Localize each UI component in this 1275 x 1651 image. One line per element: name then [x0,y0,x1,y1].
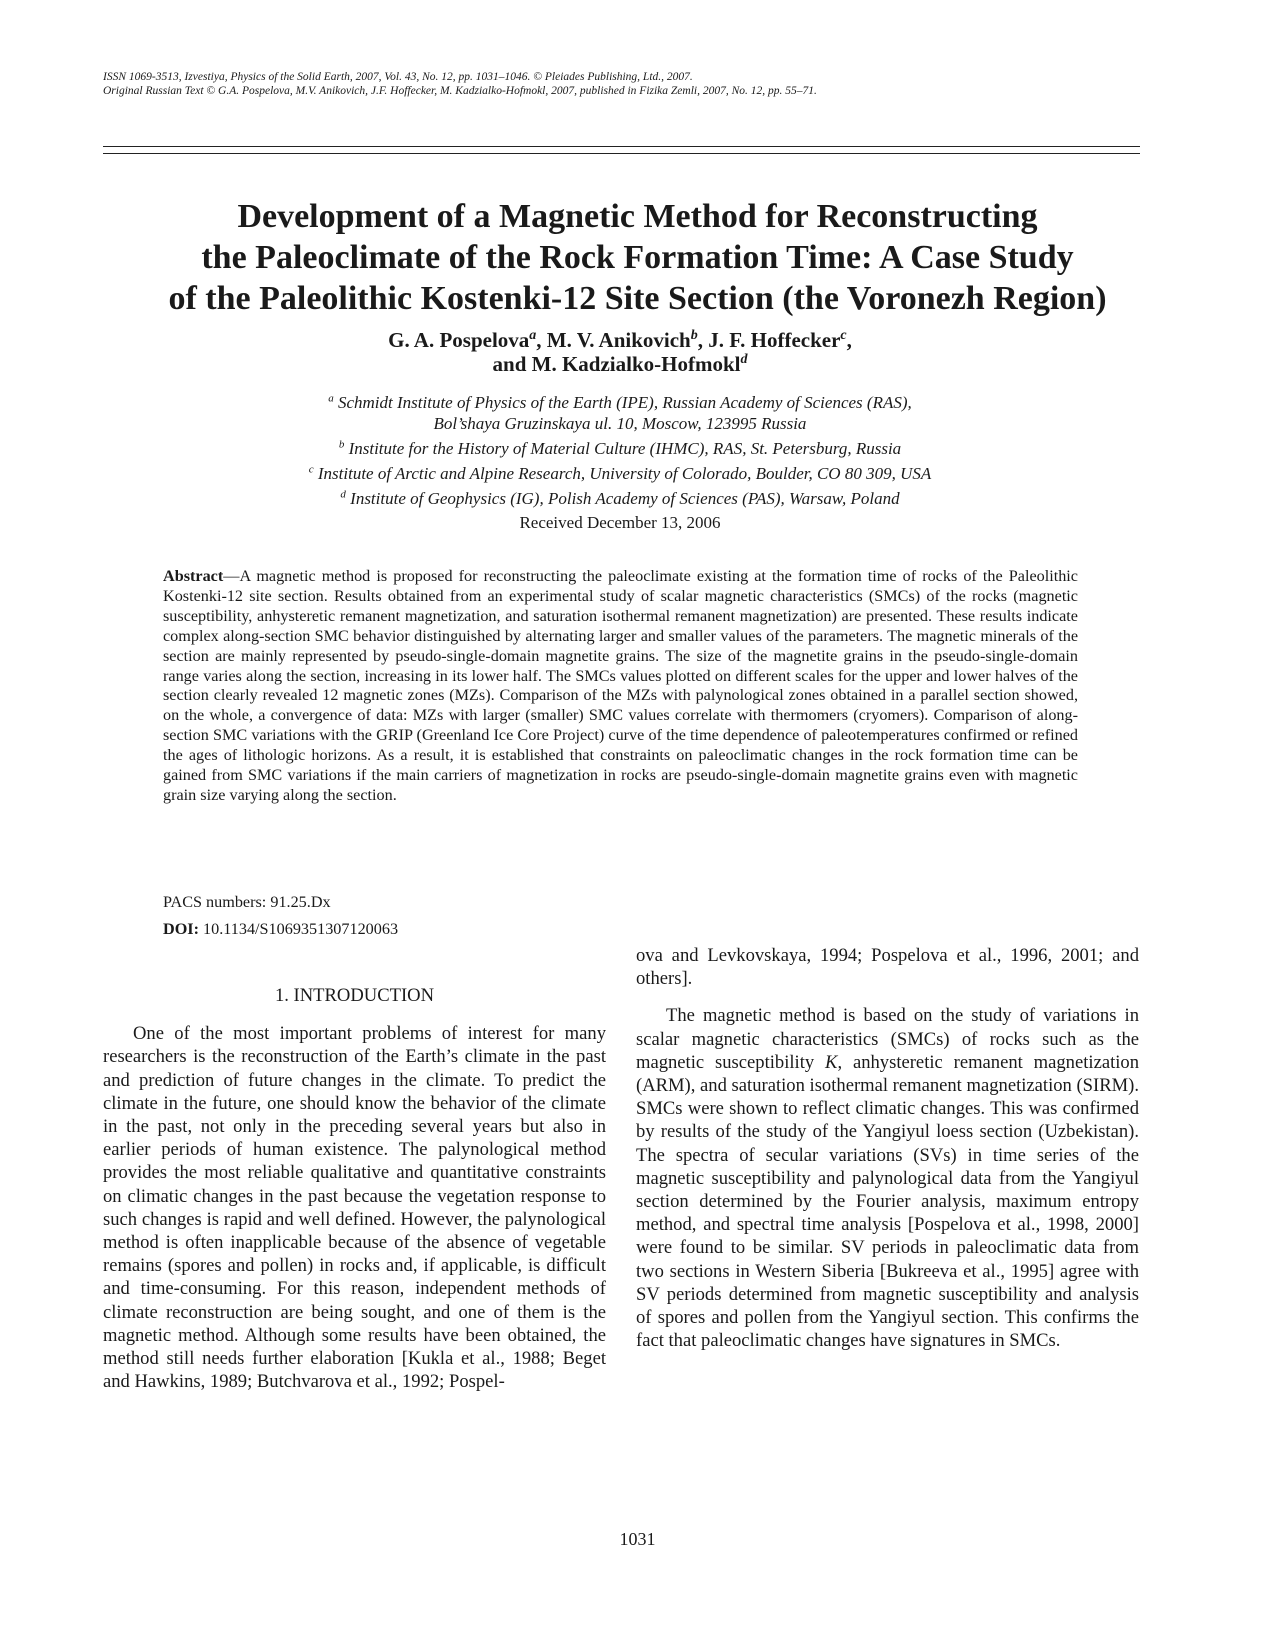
affiliation-sup-d: d [340,488,346,501]
affiliation-sup-c: c [308,463,314,476]
affiliation-c-text: Institute of Arctic and Alpine Research, University of Colorado, Boulder, CO 80 309, USA [317,464,932,483]
author-hoffecker: , J. F. Hoffecker [697,328,841,352]
author-comma: , [846,328,852,352]
journal-citation-line: ISSN 1069-3513, Izvestiya, Physics of the Solid Earth, 2007, Vol. 43, No. 12, pp. 1031–1046. © Pleiades Publishing, Ltd., 2007. [103,71,693,83]
affiliation-a [100,392,1140,434]
intro-paragraph-2 [636,1004,1139,1352]
author-line-2 [100,352,1140,376]
author-anikovich: , M. V. Anikovich [536,328,691,352]
affiliation-d-text: Institute of Geophysics (IG), Polish Academy of Sciences (PAS), Warsaw, Poland [350,489,900,508]
affiliation-sup-a: a [328,392,334,405]
intro-paragraph-2-part-1: The magnetic method is based on the study of variations in scalar magnetic characteristics (SMCs) of rocks such as the magnetic susceptibility [636,1005,1139,1073]
affiliations [100,392,1140,533]
pacs-numbers: PACS numbers: 91.25.Dx [163,893,331,911]
right-column [636,944,1139,1352]
affiliation-b [100,438,1140,459]
journal-header [103,70,1178,98]
intro-paragraph-1: One of the most important problems of interest for many researchers is the reconstruction of the Earth’s climate in the past and prediction of future changes in the climate. To predict the climate in the future, one should know the behavior of the climate in the past, not only in the preceding several years but also in earlier periods of human existence. The palynological method provides the most reliable qualitative and quantitative constraints on climatic changes in the past because the vegetation response to such changes is rapid and well defined. However, the palynological method is often inapplicable because of the absence of vegetable remains (spores and pollen) in rocks and, if applicable, is difficult and time-consuming. For this reason, independent methods of climate reconstruction are being sought, and one of them is the magnetic method. Although some results have been obtained, the method still needs further elaboration [Kukla et al., 1988; Beget and Hawkins, 1989; Butchvarova et al., 1992; Pospel- [103,1023,606,1393]
intro-paragraph-2-part-2: , anhysteretic remanent magnetization (ARM), and saturation isothermal remanent magnetization (SIRM). SMCs were shown to reflect climatic changes. This was confirmed by results of the study of the Yangiyul loess section (Uzbekistan). The spectra of secular variations (SVs) in time series of the magnetic susceptibility and palynological data from the Yangiyul section determined by the Fourier analysis, maximum entropy method, and spectral time analysis [Pospelova et al., 1998, 2000] were found to be similar. SV periods in paleoclimatic data from two sections in Western Siberia [Bukreeva et al., 1995] agree with SV periods determined from magnetic susceptibility and analysis of spores and pollen from the Yangiyul section. This confirms the fact that paleoclimatic changes have signatures in SMCs. [636,1051,1139,1352]
author-kadzialko-hofmokl: and M. Kadzialko-Hofmokl [492,352,741,376]
author-line-1 [100,328,1140,352]
title-line-3: of the Paleolithic Kostenki-12 Site Section (the Voronezh Region) [168,280,1107,317]
abstract-text: —A magnetic method is proposed for reconstructing the paleoclimate existing at the formation time of rocks of the Paleolithic Kostenki-12 site section. Results obtained from an experimental study of scalar magnetic characteristics (SMCs) of the rocks (magnetic susceptibility, anhysteretic remanent magnetization, and saturation isothermal remanent magnetization) are presented. These results indicate complex along-section SMC behavior distinguished by alternating larger and smaller values of the parameters. The magnetic minerals of the section are mainly represented by pseudo-single-domain magnetite grains. The size of the magnetite grains in the pseudo-single-domain range varies along the section, increasing in its lower half. The SMCs values plotted on different scales for the upper and lower halves of the section clearly revealed 12 magnetic zones (MZs). Comparison of the MZs with palynological zones obtained in a parallel section showed, on the whole, a convergence of data: MZs with larger (smaller) SMC values correlate with thermomers (cryomers). Comparison of along-section SMC variations with the GRIP (Greenland Ice Core Project) curve of the time dependence of paleotemperatures confirmed or refined the ages of lithologic horizons. As a result, it is established that constraints on paleoclimatic changes in the rock formation time can be gained from SMC variations if the main carriers of magnetization in rocks are pseudo-single-domain magnetite grains even with magnetic grain size varying along the section. [163,567,1078,804]
header-rule-top [103,146,1140,147]
section-heading-introduction: 1. INTRODUCTION [274,985,435,1006]
paper-title [60,196,1215,319]
author-sup-d: d [740,352,748,367]
affiliation-sup-b: b [338,438,345,451]
intro-paragraph-1-continued: ova and Levkovskaya, 1994; Pospelova et al., 1996, 2001; and others]. [636,945,1139,990]
received-date: Received December 13, 2006 [519,513,721,532]
abstract-label: Abstract [163,567,224,585]
affiliation-b-text: Institute for the History of Material Culture (IHMC), RAS, St. Petersburg, Russia [348,439,902,458]
title-line-2: the Paleoclimate of the Rock Formation Time: A Case Study [201,239,1074,276]
author-sup-a: a [529,328,537,343]
page-number: 1031 [619,1529,656,1549]
abstract [163,567,1078,806]
affiliation-d [100,488,1140,509]
affiliation-a-line-2: Bol’shaya Gruzinskaya ul. 10, Moscow, 123995 Russia [433,414,807,433]
author-list [100,328,1140,376]
original-text-line: Original Russian Text © G.A. Pospelova, M.V. Anikovich, J.F. Hoffecker, M. Kadzialko-Hofmokl, 2007, published in Fizika Zemli, 2007, No. 12, pp. 55–71. [103,85,817,97]
author-pospelova: G. A. Pospelova [388,328,530,352]
affiliation-c [100,463,1140,484]
author-sup-b: b [690,328,698,343]
author-sup-c: c [840,328,847,343]
left-column [103,984,606,1393]
title-line-1: Development of a Magnetic Method for Reconstructing [237,198,1038,235]
affiliation-a-line-1: Schmidt Institute of Physics of the Earth (IPE), Russian Academy of Sciences (RAS), [337,393,912,412]
symbol-k: K [825,1051,838,1073]
doi-value: 10.1134/S1069351307120063 [203,920,399,938]
doi-label: DOI: [163,920,199,938]
header-rule-bottom [103,153,1140,154]
doi [163,920,398,939]
